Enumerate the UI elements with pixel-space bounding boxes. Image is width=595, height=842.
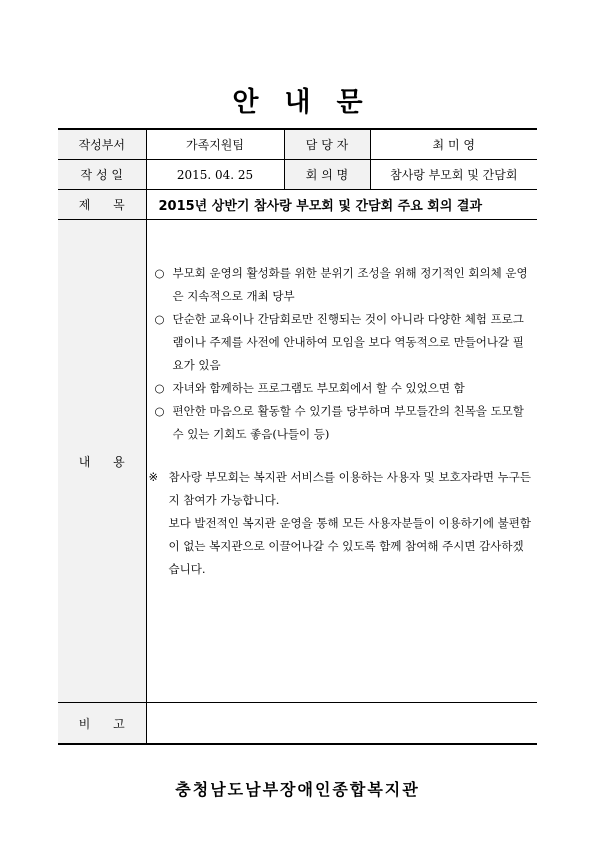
date-label: 작 성 일 xyxy=(58,160,146,190)
list-item xyxy=(155,400,530,446)
meeting-value: 참사랑 부모회 및 간담회 xyxy=(370,160,537,190)
dept-label: 작성부서 xyxy=(58,129,146,160)
note-label: 비 고 xyxy=(58,703,146,745)
subject-label: 제 목 xyxy=(58,190,146,220)
list-item-text: 부모회 운영의 활성화를 위한 분위기 조성을 위해 정기적인 회의체 운영은 지속적으로 개최 당부 xyxy=(172,266,528,303)
organization-name: 충청남도남부장애인종합복지관 xyxy=(175,780,420,799)
circle-bullet-icon: ○ xyxy=(154,312,165,326)
notice-paragraph xyxy=(149,466,534,512)
subject-value: 2015년 상반기 참사랑 부모회 및 간담회 주요 회의 결과 xyxy=(146,190,537,220)
notice-text-2: 보다 발전적인 복지관 운영을 통해 모든 사용자분들이 이용하기에 불편함이 없는 복지관으로 이끌어나갈 수 있도록 함께 참여해 주시면 감사하겠습니다. xyxy=(168,516,532,576)
list-item-text: 자녀와 함께하는 프로그램도 부모회에서 할 수 있었으면 함 xyxy=(172,381,465,395)
date-value: 2015. 04. 25 xyxy=(146,160,284,190)
info-row-date xyxy=(58,160,537,190)
content-label: 내 용 xyxy=(58,220,146,703)
notice-paragraph xyxy=(149,512,534,581)
dept-value: 가족지원팀 xyxy=(146,129,284,160)
person-value: 최 미 영 xyxy=(370,129,537,160)
list-item xyxy=(155,308,530,377)
list-item xyxy=(155,377,530,400)
list-item-text: 단순한 교육이나 간담회로만 진행되는 것이 아니라 다양한 체험 프로그램이나 주제를 사전에 안내하여 모임을 보다 역동적으로 만들어나갈 필요가 있음 xyxy=(172,312,524,372)
content-body xyxy=(146,220,537,703)
circle-bullet-icon: ○ xyxy=(154,266,165,280)
person-label: 담 당 자 xyxy=(284,129,370,160)
notice-block xyxy=(149,466,534,581)
document-title xyxy=(0,80,595,119)
list-item-text: 편안한 마음으로 활동할 수 있기를 당부하며 부모들간의 친목을 도모할 수 있는 기회도 좋음(나들이 등) xyxy=(172,404,524,441)
info-row-dept xyxy=(58,129,537,160)
reference-mark-icon: ※ xyxy=(148,470,159,484)
title-char: 안 xyxy=(232,87,259,118)
meeting-label: 회 의 명 xyxy=(284,160,370,190)
subject-row xyxy=(58,190,537,220)
circle-bullet-icon: ○ xyxy=(154,381,165,395)
notice-text-1: 참사랑 부모회는 복지관 서비스를 이용하는 사용자 및 보호자라면 누구든지 참여가 가능합니다. xyxy=(168,470,532,507)
title-char: 문 xyxy=(336,87,363,118)
circle-bullet-icon: ○ xyxy=(154,404,165,418)
note-value xyxy=(146,703,537,745)
content-list xyxy=(155,262,530,446)
note-row xyxy=(58,703,537,745)
list-item xyxy=(155,262,530,308)
title-char: 내 xyxy=(284,87,311,118)
notice-table xyxy=(58,128,537,745)
content-row xyxy=(58,220,537,703)
